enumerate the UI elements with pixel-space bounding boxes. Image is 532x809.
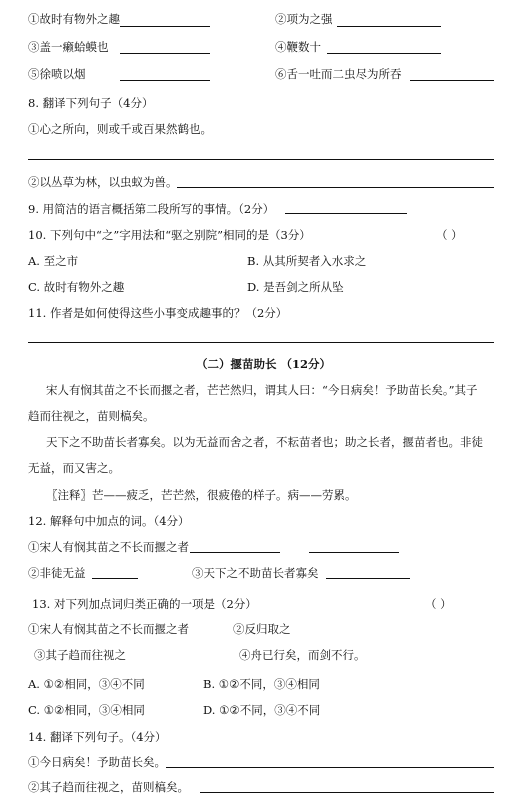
q7-item-4: ④鞭数十 (275, 40, 321, 54)
passage-note: 〖注释〗芒——疲乏，芒芒然，很疲倦的样子。病——劳累。 (46, 488, 357, 502)
q13-item-3: ③其子趋而往视之 (34, 648, 126, 662)
q13-item-2: ②反归取之 (233, 622, 291, 636)
q13-title: 13. 对下列加点词归类正确的一项是（2分） (32, 597, 257, 611)
q8-answer-line-2[interactable] (177, 187, 494, 188)
q9-answer-line[interactable] (285, 213, 407, 214)
section-title: （二）揠苗助长 （12分） (196, 357, 332, 371)
q10-answer-bracket[interactable]: （ ） (436, 228, 463, 242)
q7-answer-line-2[interactable] (337, 26, 441, 27)
q8-sentence-2: ②以丛草为林，以虫蚁为兽。 (28, 175, 178, 189)
passage-line-3: 天下之不助苗长者寡矣。以为无益而舍之者，不耘苗者也；助之长者，揠苗者也。非徒 (46, 435, 483, 449)
q11-answer-line[interactable] (28, 342, 494, 343)
q8-title: 8. 翻译下列句子（4分） (28, 96, 154, 110)
q7-answer-line-6[interactable] (410, 80, 494, 81)
q14-title: 14. 翻译下列句子。（4分） (28, 730, 167, 744)
q7-item-3: ③盖一癞蛤蟆也 (28, 40, 109, 54)
q7-item-1: ①故时有物外之趣 (28, 12, 120, 26)
passage-line-2: 趋而往视之，苗则槁矣。 (28, 409, 155, 423)
q7-item-2: ②项为之强 (275, 12, 333, 26)
q8-sentence-1: ①心之所向，则或千或百果然鹤也。 (28, 122, 212, 136)
q13-option-c: C. ①②相同，③④相同 (28, 703, 145, 717)
q12-sentence-2: ②非徒无益 (28, 566, 86, 580)
q8-answer-line-1[interactable] (28, 159, 494, 160)
q10-option-c: C. 故时有物外之趣 (28, 280, 125, 294)
q7-answer-line-4[interactable] (327, 53, 441, 54)
q10-title: 10. 下列句中“之”字用法和“驱之别院”相同的是（3分） (28, 228, 311, 242)
q14-answer-line-2[interactable] (200, 792, 494, 793)
q7-answer-line-1[interactable] (120, 26, 210, 27)
q12-answer-line-3[interactable] (92, 578, 138, 579)
q12-sentence-1: ①宋人有悯其苗之不长而揠之者 (28, 540, 189, 554)
q11-title: 11. 作者是如何使得这些小事变成趣事的？（2分） (28, 306, 288, 320)
q14-answer-line-1[interactable] (166, 767, 494, 768)
q12-sentence-3: ③天下之不助苗长者寡矣 (192, 566, 319, 580)
q13-option-a: A. ①②相同，③④不同 (28, 677, 145, 691)
q13-option-b: B. ①②不同，③④相同 (203, 677, 320, 691)
q10-option-b: B. 从其所契者入水求之 (247, 254, 367, 268)
q12-title: 12. 解释句中加点的词。（4分） (28, 514, 190, 528)
passage-line-1: 宋人有悯其苗之不长而揠之者，芒芒然归，谓其人曰：“今日病矣！予助苗长矣。”其子 (46, 383, 478, 397)
q7-answer-line-3[interactable] (120, 53, 210, 54)
q7-item-6: ⑥舌一吐而二虫尽为所吞 (275, 67, 402, 81)
q12-answer-line-2[interactable] (309, 552, 399, 553)
q13-item-4: ④舟已行矣，而剑不行。 (239, 648, 366, 662)
q14-sentence-2: ②其子趋而往视之，苗则槁矣。 (28, 780, 189, 794)
q9-title: 9. 用简洁的语言概括第二段所写的事情。（2分） (28, 202, 275, 216)
passage-line-4: 无益，而又害之。 (28, 461, 120, 475)
q10-option-d: D. 是吾剑之所从坠 (247, 280, 344, 294)
q10-option-a: A. 至之市 (28, 254, 79, 268)
q14-sentence-1: ①今日病矣！予助苗长矣。 (28, 755, 166, 769)
q13-answer-bracket[interactable]: （ ） (425, 597, 452, 611)
q7-item-5: ⑤徐喷以烟 (28, 67, 86, 81)
q13-option-d: D. ①②不同，③④不同 (203, 703, 321, 717)
q12-answer-line-4[interactable] (326, 578, 410, 579)
q7-answer-line-5[interactable] (120, 80, 210, 81)
q13-item-1: ①宋人有悯其苗之不长而揠之者 (28, 622, 189, 636)
q12-answer-line-1[interactable] (190, 552, 280, 553)
